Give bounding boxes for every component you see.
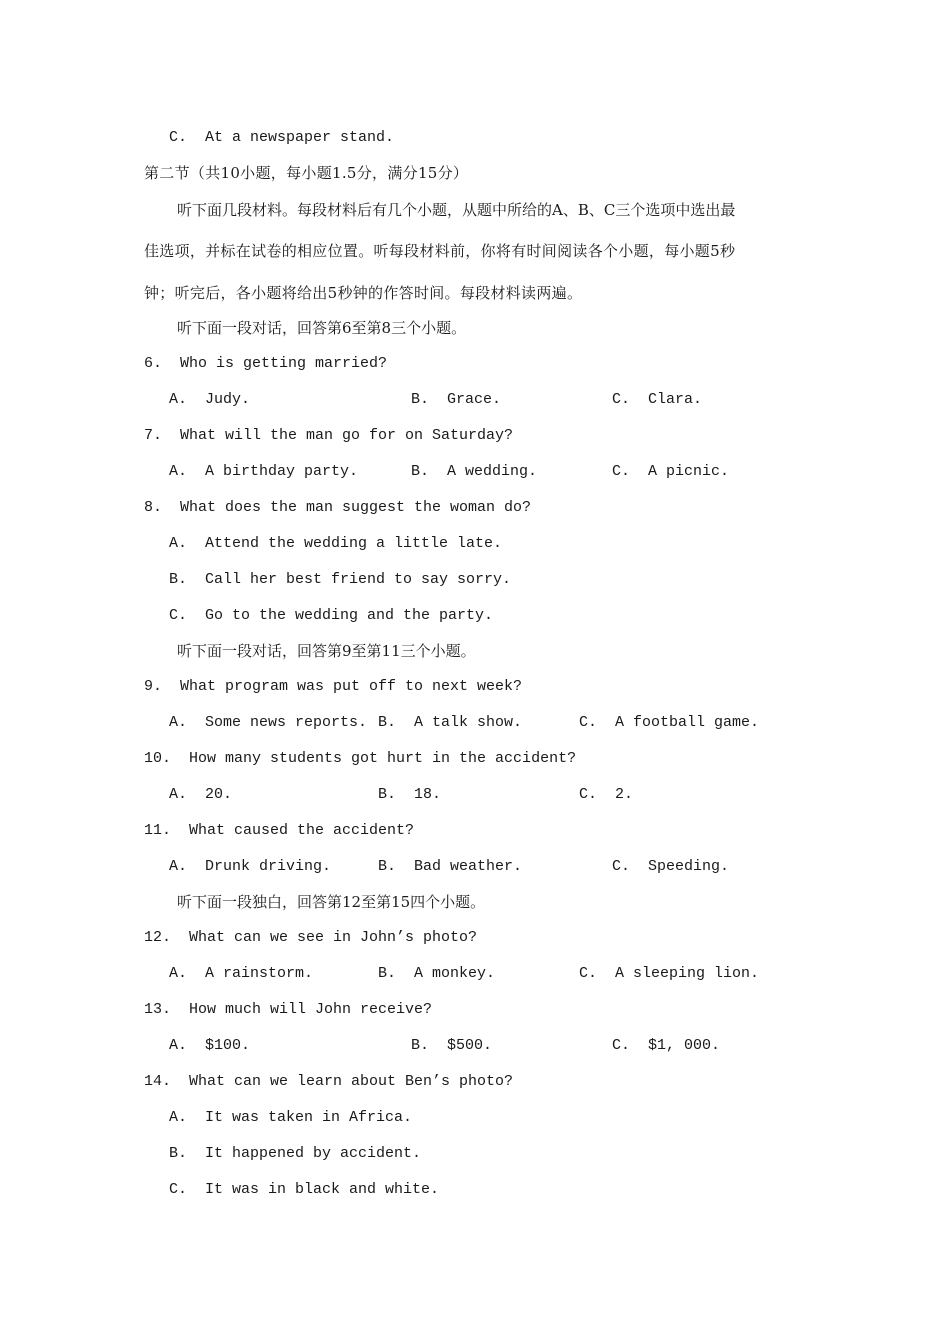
instructions-line-3: 钟；听完后，各小题将给出5秒钟的作答时间。每段材料读两遍。 <box>144 284 583 302</box>
question-7-option-b[interactable]: B. A wedding. <box>411 463 538 480</box>
group-intro-9-11: 听下面一段对话，回答第9至第11三个小题。 <box>177 642 476 660</box>
question-9-option-b[interactable]: B. A talk show. <box>378 714 523 731</box>
question-14-stem: 14. What can we learn about Ben’s photo? <box>144 1073 514 1090</box>
prev-question-option-c: C. At a newspaper stand. <box>169 129 395 146</box>
question-13-option-a[interactable]: A. $100. <box>169 1037 251 1054</box>
question-7-option-a[interactable]: A. A birthday party. <box>169 463 359 480</box>
question-10-option-c[interactable]: C. 2. <box>579 786 634 803</box>
question-12-option-b[interactable]: B. A monkey. <box>378 965 496 982</box>
group-intro-12-15: 听下面一段独白，回答第12至第15四个小题。 <box>177 893 486 911</box>
question-7-stem: 7. What will the man go for on Saturday? <box>144 427 514 444</box>
question-8-option-b[interactable]: B. Call her best friend to say sorry. <box>169 571 512 588</box>
group-intro-6-8: 听下面一段对话，回答第6至第8三个小题。 <box>177 319 467 337</box>
question-6-option-b[interactable]: B. Grace. <box>411 391 502 408</box>
question-10-option-b[interactable]: B. 18. <box>378 786 442 803</box>
question-8-option-a[interactable]: A. Attend the wedding a little late. <box>169 535 503 552</box>
question-10-option-a[interactable]: A. 20. <box>169 786 233 803</box>
question-11-option-b[interactable]: B. Bad weather. <box>378 858 523 875</box>
question-12-stem: 12. What can we see in John’s photo? <box>144 929 478 946</box>
section-heading: 第二节（共10小题，每小题1.5分，满分15分） <box>144 164 469 182</box>
question-10-stem: 10. How many students got hurt in the accident? <box>144 750 577 767</box>
question-6-stem: 6. Who is getting married? <box>144 355 388 372</box>
question-13-stem: 13. How much will John receive? <box>144 1001 433 1018</box>
question-13-option-b[interactable]: B. $500. <box>411 1037 493 1054</box>
question-9-stem: 9. What program was put off to next week? <box>144 678 523 695</box>
question-8-stem: 8. What does the man suggest the woman do? <box>144 499 532 516</box>
question-11-option-a[interactable]: A. Drunk driving. <box>169 858 332 875</box>
question-13-option-c[interactable]: C. $1, 000. <box>612 1037 721 1054</box>
question-11-stem: 11. What caused the accident? <box>144 822 415 839</box>
instructions-line-1: 听下面几段材料。每段材料后有几个小题，从题中所给的A、B、C三个选项中选出最 <box>177 201 736 219</box>
question-8-option-c[interactable]: C. Go to the wedding and the party. <box>169 607 494 624</box>
question-9-option-a[interactable]: A. Some news reports. <box>169 714 368 731</box>
question-14-option-a[interactable]: A. It was taken in Africa. <box>169 1109 413 1126</box>
question-9-option-c[interactable]: C. A football game. <box>579 714 760 731</box>
question-6-option-c[interactable]: C. Clara. <box>612 391 703 408</box>
instructions-line-2: 佳选项，并标在试卷的相应位置。听每段材料前，你将有时间阅读各个小题，每小题5秒 <box>144 242 736 260</box>
question-6-option-a[interactable]: A. Judy. <box>169 391 251 408</box>
question-12-option-c[interactable]: C. A sleeping lion. <box>579 965 760 982</box>
question-12-option-a[interactable]: A. A rainstorm. <box>169 965 314 982</box>
question-11-option-c[interactable]: C. Speeding. <box>612 858 730 875</box>
question-7-option-c[interactable]: C. A picnic. <box>612 463 730 480</box>
question-14-option-c[interactable]: C. It was in black and white. <box>169 1181 440 1198</box>
question-14-option-b[interactable]: B. It happened by accident. <box>169 1145 422 1162</box>
